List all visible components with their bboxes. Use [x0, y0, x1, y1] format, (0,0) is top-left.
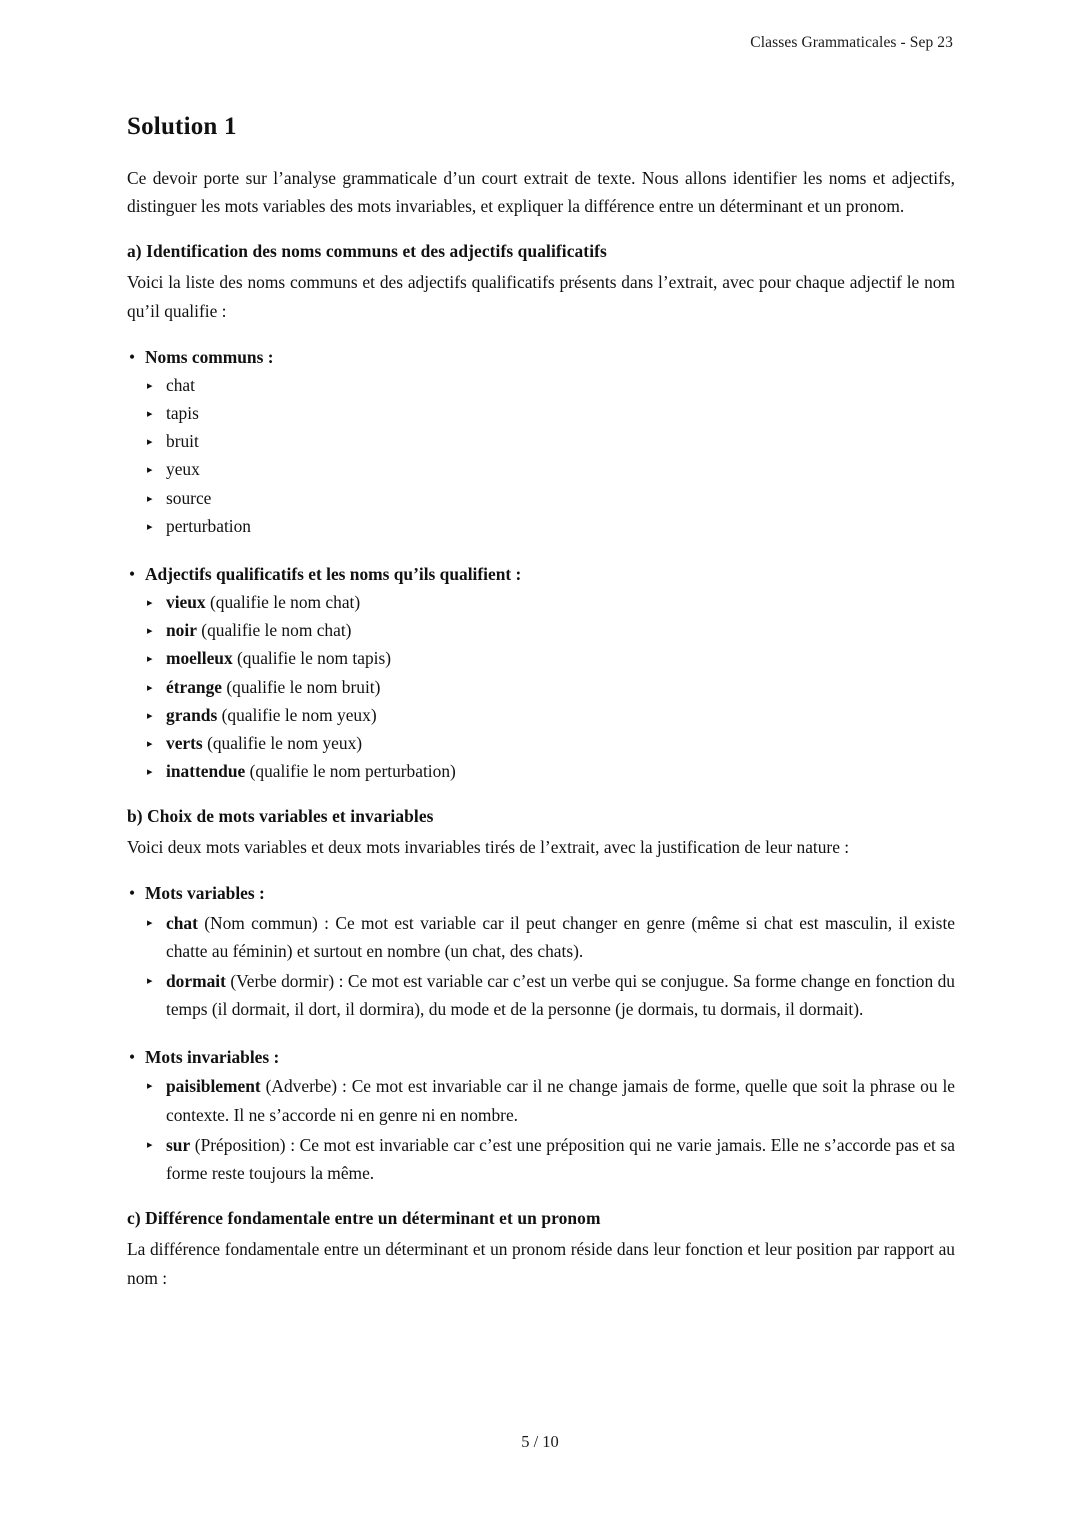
adjectives-sublist	[145, 589, 955, 785]
word-detail: (Adverbe) : Ce mot est invariable car il ne change jamais de forme, quelle que soit la phrase ou le contexte. Il ne s’accorde ni en genre ni en nombre.	[166, 1076, 955, 1125]
adjective-term: moelleux	[166, 648, 233, 669]
triangle-bullet-icon: ▸	[147, 765, 153, 778]
adjective-detail: (qualifie le nom tapis)	[237, 648, 392, 669]
adjective-detail: (qualifie le nom chat)	[209, 592, 361, 613]
nouns-label: Noms communs :	[145, 346, 274, 367]
variable-words-label: Mots variables :	[145, 883, 265, 904]
list-item	[145, 758, 955, 785]
section-b-heading: b) Choix de mots variables et invariables	[127, 806, 434, 827]
bullet-icon: •	[129, 563, 136, 584]
list-item	[145, 909, 955, 965]
list-item	[145, 485, 955, 512]
list-item	[145, 617, 955, 644]
section-a-intro: Voici la liste des noms communs et des adjectifs qualificatifs présents dans l’extrait, avec pour chaque adjectif le nom qu’il qualifie :	[127, 272, 955, 321]
document-body	[127, 112, 955, 1310]
adjectives-label: Adjectifs qualificatifs et les noms qu’ils qualifient :	[145, 563, 522, 584]
triangle-bullet-icon: ▸	[147, 464, 153, 477]
triangle-bullet-icon: ▸	[147, 1080, 153, 1093]
section-b-list	[127, 879, 955, 1187]
adjective-detail: (qualifie le nom yeux)	[221, 704, 377, 725]
list-item	[145, 513, 955, 540]
word-detail: (Préposition) : Ce mot est invariable car c’est une préposition qui ne varie jamais. Elle ne s’accorde pas et sa forme reste toujours la même.	[166, 1134, 955, 1184]
word-detail: (Nom commun) : Ce mot est variable car il peut changer en genre (même si chat est masculin, il existe chatte au féminin) et surtout en nombre (un chat, des chats).	[166, 912, 955, 961]
adjective-term: vieux	[166, 592, 206, 613]
bullet-icon: •	[129, 346, 136, 367]
list-item	[127, 560, 955, 785]
adjective-term: inattendue	[166, 760, 246, 781]
adjective-term: étrange	[166, 676, 223, 697]
section-a-list	[127, 343, 955, 785]
list-item	[127, 343, 955, 540]
section-c-heading: c) Différence fondamentale entre un déterminant et un pronom	[127, 1208, 601, 1229]
adjective-detail: (qualifie le nom chat)	[201, 620, 352, 641]
triangle-bullet-icon: ▸	[147, 916, 153, 929]
list-item	[145, 967, 955, 1023]
list-item	[145, 674, 955, 701]
invariable-words-sublist	[145, 1072, 955, 1187]
adjective-term: grands	[166, 704, 218, 725]
noun-text: bruit	[166, 431, 199, 452]
list-item	[145, 589, 955, 616]
triangle-bullet-icon: ▸	[147, 380, 153, 393]
invariable-words-label: Mots invariables :	[145, 1047, 280, 1068]
list-item	[145, 1131, 955, 1187]
word-term: chat	[166, 912, 198, 933]
list-item	[145, 372, 955, 399]
list-item	[127, 879, 955, 1023]
list-item	[145, 702, 955, 729]
noun-text: yeux	[166, 459, 200, 480]
list-item	[145, 456, 955, 483]
list-item	[127, 1043, 955, 1187]
list-item	[145, 1072, 955, 1128]
word-term: dormait	[166, 970, 226, 991]
section-a-heading: a) Identification des noms communs et des adjectifs qualificatifs	[127, 241, 607, 262]
variable-words-sublist	[145, 909, 955, 1024]
triangle-bullet-icon: ▸	[147, 709, 153, 722]
section-b-intro: Voici deux mots variables et deux mots invariables tirés de l’extrait, avec la justification de leur nature :	[127, 837, 850, 858]
nouns-sublist	[145, 372, 955, 540]
triangle-bullet-icon: ▸	[147, 974, 153, 987]
list-item	[145, 400, 955, 427]
triangle-bullet-icon: ▸	[147, 653, 153, 666]
page-number-footer: 5 / 10	[521, 1432, 559, 1451]
triangle-bullet-icon: ▸	[147, 520, 153, 533]
triangle-bullet-icon: ▸	[147, 408, 153, 421]
triangle-bullet-icon: ▸	[147, 597, 153, 610]
list-item	[145, 645, 955, 672]
section-c-intro: La différence fondamentale entre un déterminant et un pronom réside dans leur fonction et leur position par rapport au nom :	[127, 1239, 955, 1288]
triangle-bullet-icon: ▸	[147, 737, 153, 750]
adjective-detail: (qualifie le nom perturbation)	[249, 760, 456, 781]
list-item	[145, 428, 955, 455]
running-header: Classes Grammaticales - Sep 23	[750, 34, 953, 51]
noun-text: chat	[166, 375, 195, 396]
adjective-detail: (qualifie le nom bruit)	[226, 676, 381, 697]
triangle-bullet-icon: ▸	[147, 1138, 153, 1151]
triangle-bullet-icon: ▸	[147, 436, 153, 449]
word-term: paisiblement	[166, 1076, 261, 1097]
adjective-detail: (qualifie le nom yeux)	[207, 732, 363, 753]
triangle-bullet-icon: ▸	[147, 681, 153, 694]
noun-text: perturbation	[166, 515, 251, 536]
noun-text: tapis	[166, 403, 199, 424]
bullet-icon: •	[129, 883, 136, 904]
triangle-bullet-icon: ▸	[147, 625, 153, 638]
word-term: sur	[166, 1134, 191, 1155]
word-detail: (Verbe dormir) : Ce mot est variable car c’est un verbe qui se conjugue. Sa forme change en fonction du temps (il dormait, il dort, il dormira), du mode et de la personne (je dormais, tu dormais, il dormait).	[166, 970, 955, 1020]
bullet-icon: •	[129, 1047, 136, 1068]
adjective-term: verts	[166, 732, 203, 753]
noun-text: source	[166, 487, 212, 508]
triangle-bullet-icon: ▸	[147, 492, 153, 505]
adjective-term: noir	[166, 620, 197, 641]
intro-paragraph: Ce devoir porte sur l’analyse grammaticale d’un court extrait de texte. Nous allons identifier les noms et adjectifs, distinguer les mots variables des mots invariables, et expliquer la différence entre un déterminant et un pronom.	[127, 168, 955, 217]
list-item	[145, 730, 955, 757]
page-title: Solution 1	[127, 113, 237, 140]
